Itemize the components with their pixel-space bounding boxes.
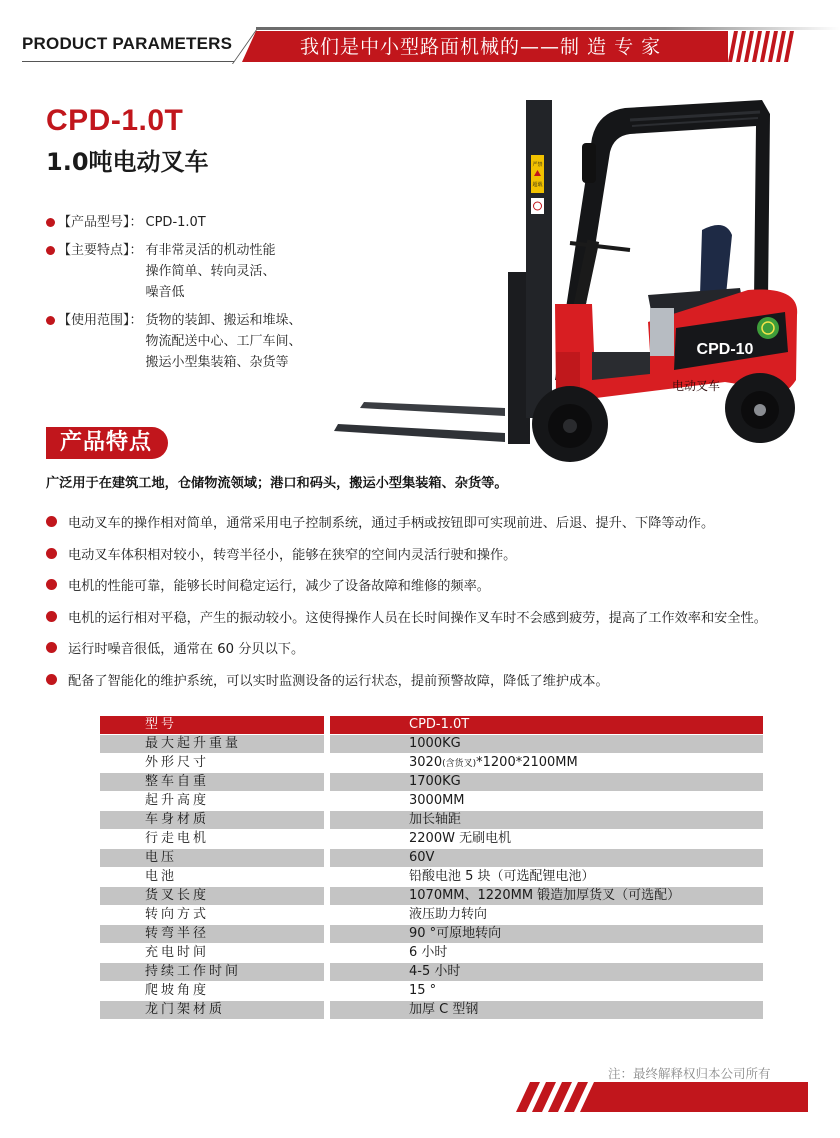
feature-item <box>46 601 836 633</box>
spec-row <box>100 792 763 811</box>
feature-item <box>46 538 836 570</box>
spec-key: 车身材质 <box>100 811 324 829</box>
copyright-note: 注：最终解释权归本公司所有 <box>608 1066 771 1081</box>
spec-value: 铅酸电池 5 块（可选配锂电池） <box>409 869 595 884</box>
spec-key: 行走电机 <box>145 831 210 846</box>
feature-text: 电机的性能可靠，能够长时间稳定运行，减少了设备故障和维修的频率。 <box>68 579 490 595</box>
spec-value: 4-5 小时 <box>330 963 763 981</box>
spec-header-value: CPD-1.0T <box>330 716 763 734</box>
header-title-en: PRODUCT PARAMETERS <box>22 34 233 53</box>
spec-value: 90 °可原地转向 <box>330 925 763 943</box>
spec-value: 3020(含货叉)*1200*2100MM <box>409 755 578 770</box>
product-info-list <box>46 212 346 380</box>
feature-list <box>46 506 836 695</box>
svg-text:严禁: 严禁 <box>532 162 543 168</box>
bullet-icon <box>46 548 57 559</box>
svg-text:超载: 超载 <box>532 182 543 188</box>
header-underline <box>22 61 234 62</box>
spec-value: 液压助力转向 <box>409 907 488 922</box>
feature-text: 配备了智能化的维护系统，可以实时监测设备的运行状态，提前预警故障，降低了维护成本。 <box>68 673 609 689</box>
forklift-product-image <box>330 90 810 470</box>
info-value: 物流配送中心、工厂车间、 <box>145 334 302 349</box>
spec-row <box>100 887 763 906</box>
spec-key: 龙门架材质 <box>100 1001 324 1019</box>
features-heading: 产品特点 <box>60 430 153 455</box>
bullet-icon <box>46 246 55 255</box>
product-name: 1.0吨电动叉车 <box>46 148 209 176</box>
info-label: 【使用范围】： <box>58 313 143 328</box>
spec-key: 起升高度 <box>145 793 210 808</box>
spec-key: 电压 <box>100 849 324 867</box>
spec-value: 15 ° <box>409 983 437 998</box>
bullet-icon <box>46 218 55 227</box>
info-value: 噪音低 <box>145 285 185 300</box>
spec-value: 1000KG <box>330 735 763 753</box>
spec-value: 1700KG <box>330 773 763 791</box>
feature-item <box>46 506 836 538</box>
info-value: CPD-1.0T <box>145 215 206 230</box>
svg-text:电动叉车: 电动叉车 <box>671 379 721 393</box>
bullet-icon <box>46 674 57 685</box>
bullet-icon <box>46 642 57 653</box>
mast-no-smoking-label <box>531 198 544 214</box>
spec-row <box>100 773 763 792</box>
info-value: 货物的装卸、搬运和堆垛、 <box>145 313 302 328</box>
spec-key: 电池 <box>145 869 178 884</box>
spec-row <box>100 906 763 925</box>
spec-value: 加厚 C 型钢 <box>330 1001 763 1019</box>
seat <box>700 225 732 295</box>
spec-table <box>100 716 763 1020</box>
spec-row <box>100 1001 763 1020</box>
spec-row <box>100 944 763 963</box>
spec-key: 充电时间 <box>145 945 210 960</box>
spec-value: 3000MM <box>409 793 465 808</box>
spec-row <box>100 811 763 830</box>
mirror <box>582 143 596 183</box>
header-top-rule <box>256 27 840 30</box>
spec-value: 60V <box>330 849 763 867</box>
info-value: 搬运小型集装箱、杂货等 <box>145 355 289 370</box>
feature-item <box>46 632 836 664</box>
product-model-title: CPD-1.0T <box>46 104 184 137</box>
rear-wheel <box>725 373 795 443</box>
feature-text: 运行时噪音很低，通常在 60 分贝以下。 <box>68 642 305 658</box>
spec-key: 最大起升重量 <box>100 735 324 753</box>
spec-row <box>100 868 763 887</box>
spec-row <box>100 735 763 754</box>
feature-item <box>46 664 836 696</box>
spec-table-header <box>100 716 763 735</box>
feature-text: 电动叉车的操作相对简单，通常采用电子控制系统，通过手柄或按钮即可实现前进、后退、提升、下降等动作。 <box>68 516 715 532</box>
footer-red-bar <box>512 1082 808 1112</box>
info-label: 【产品型号】： <box>58 215 143 230</box>
spec-header-key: 型号 <box>100 716 324 734</box>
info-item-model <box>46 212 346 233</box>
spec-key: 整车自重 <box>100 773 324 791</box>
fork-upper <box>360 402 505 416</box>
spec-row <box>100 925 763 944</box>
spec-value: 6 小时 <box>409 945 448 960</box>
spec-value: 加长轴距 <box>330 811 763 829</box>
spec-key: 转向方式 <box>145 907 210 922</box>
spec-row <box>100 830 763 849</box>
spec-row <box>100 982 763 1001</box>
spec-key: 货叉长度 <box>100 887 324 905</box>
info-item-features <box>46 240 346 303</box>
features-intro: 广泛用于在建筑工地，仓储物流领域；港口和码头，搬运小型集装箱、杂货等。 <box>46 476 508 491</box>
spec-key: 爬坡角度 <box>145 983 210 998</box>
bullet-icon <box>46 579 57 590</box>
spec-row <box>100 754 763 773</box>
feature-item <box>46 569 836 601</box>
bullet-icon <box>46 516 57 527</box>
header-slogan: 我们是中小型路面机械的——制 造 专 家 <box>300 36 662 58</box>
feature-text: 电机的运行相对平稳，产生的振动较小。这使得操作人员在长时间操作叉车时不会感到疲劳，提高了工作效率和安全性。 <box>68 610 767 626</box>
info-value: 操作简单、转向灵活、 <box>145 264 276 279</box>
feature-text: 电动叉车体积相对较小，转弯半径小，能够在狭窄的空间内灵活行驶和操作。 <box>68 547 517 563</box>
mast-inner <box>526 100 552 418</box>
spec-key: 转弯半径 <box>100 925 324 943</box>
brand-emblem <box>757 317 779 339</box>
bullet-icon <box>46 316 55 325</box>
spec-value: 1070MM、1220MM 锻造加厚货叉（可选配） <box>330 887 763 905</box>
spec-value: 2200W 无刷电机 <box>409 831 512 846</box>
front-wheel <box>532 386 608 462</box>
spec-row <box>100 963 763 982</box>
svg-text:CPD-10: CPD-10 <box>696 341 754 358</box>
bullet-icon <box>46 611 57 622</box>
header-stripes-decoration <box>728 31 798 62</box>
info-value: 有非常灵活的机动性能 <box>145 243 276 258</box>
spec-key: 外形尺寸 <box>145 755 210 770</box>
fork-lower <box>334 424 505 442</box>
info-item-scope <box>46 310 346 373</box>
spec-key: 持续工作时间 <box>100 963 324 981</box>
info-label: 【主要特点】： <box>58 243 143 258</box>
spec-row <box>100 849 763 868</box>
